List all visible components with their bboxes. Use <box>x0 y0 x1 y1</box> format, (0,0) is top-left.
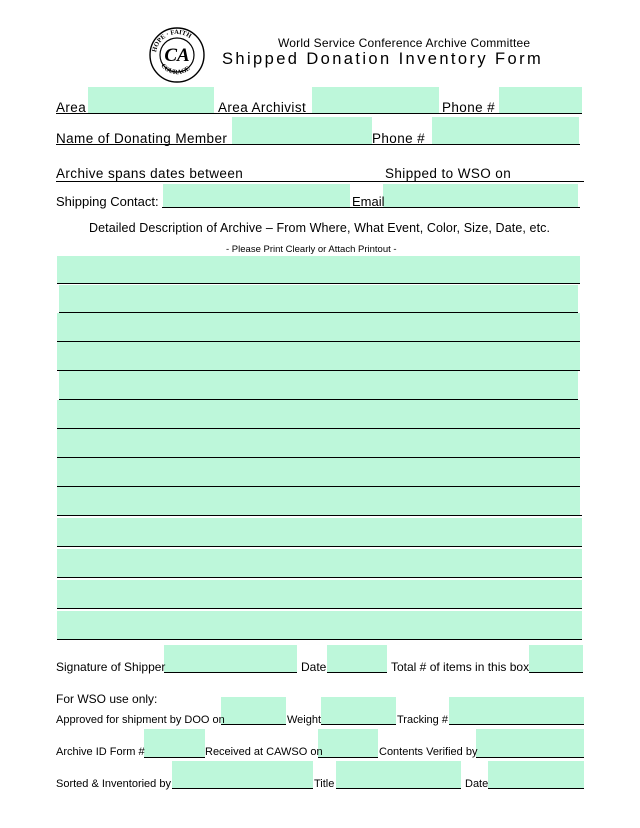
spans-dates-label: Archive spans dates between <box>56 166 244 181</box>
title-underline <box>336 788 461 789</box>
desc-underline <box>57 577 582 578</box>
email-label: Email <box>352 194 385 209</box>
shipper-underline <box>164 672 297 673</box>
email-input[interactable] <box>383 184 578 208</box>
desc-underline <box>57 546 582 547</box>
total-underline <box>529 672 583 673</box>
received-underline <box>318 757 378 758</box>
tracking-input[interactable] <box>449 697 584 725</box>
description-line[interactable] <box>57 313 580 341</box>
final-date-input[interactable] <box>488 761 584 789</box>
archive-id-underline <box>144 757 205 758</box>
final-date-label: Date <box>465 778 489 790</box>
ca-logo-icon <box>148 26 206 84</box>
desc-underline <box>59 399 578 400</box>
shipped-to-label: Shipped to WSO on <box>385 166 512 181</box>
archive-id-input[interactable] <box>144 729 205 758</box>
area-archivist-label: Area Archivist <box>218 100 307 115</box>
weight-input[interactable] <box>321 697 396 725</box>
description-line[interactable] <box>57 400 580 428</box>
area-input[interactable] <box>88 87 214 114</box>
total-items-input[interactable] <box>529 645 583 673</box>
description-line[interactable] <box>59 371 578 399</box>
description-line[interactable] <box>57 256 580 283</box>
description-line[interactable] <box>57 580 582 608</box>
page-title: Shipped Donation Inventory Form <box>222 50 544 68</box>
wso-heading: For WSO use only: <box>56 692 158 706</box>
svg-text:HOPE · FAITH: HOPE · FAITH <box>151 28 193 53</box>
weight-underline <box>321 724 396 725</box>
desc-underline <box>57 428 580 429</box>
description-line[interactable] <box>57 342 580 370</box>
desc-underline <box>57 608 582 609</box>
received-label: Received at CAWSO on <box>205 746 323 758</box>
desc-underline <box>59 312 578 313</box>
date-label: Date <box>301 660 327 674</box>
area-archivist-input[interactable] <box>312 87 439 114</box>
title-label: Title <box>314 778 335 790</box>
sorted-label: Sorted & Inventoried by <box>56 778 171 790</box>
tracking-underline <box>449 724 584 725</box>
print-note: - Please Print Clearly or Attach Printout - <box>226 244 397 255</box>
row3-underline[interactable] <box>56 181 584 182</box>
description-line[interactable] <box>57 611 582 639</box>
desc-underline <box>57 370 580 371</box>
description-heading: Detailed Description of Archive – From Where, What Event, Color, Size, Date, etc. <box>89 221 551 235</box>
description-line[interactable] <box>57 549 582 577</box>
desc-underline <box>57 283 580 284</box>
committee-name: World Service Conference Archive Committee <box>278 36 531 50</box>
title-input[interactable] <box>336 761 461 789</box>
approved-label: Approved for shipment by DOO on <box>56 714 225 726</box>
weight-label: Weight <box>287 714 322 726</box>
final-date-underline <box>488 788 584 789</box>
row1-underline <box>56 113 582 114</box>
phone-label-2: Phone # <box>372 131 426 146</box>
phone-input-2[interactable] <box>432 117 579 144</box>
tracking-label: Tracking # <box>397 714 448 726</box>
received-date-input[interactable] <box>318 729 378 758</box>
sorted-underline <box>172 788 313 789</box>
shipping-contact-label: Shipping Contact: <box>56 194 159 209</box>
description-line[interactable] <box>57 429 580 457</box>
contents-underline <box>476 757 584 758</box>
ship-date-input[interactable] <box>327 645 387 673</box>
contents-verified-label: Contents Verified by <box>379 746 478 758</box>
phone-label-1: Phone # <box>442 100 496 115</box>
date-underline <box>327 672 387 673</box>
description-line[interactable] <box>57 518 582 546</box>
shipping-contact-input[interactable] <box>163 184 350 208</box>
approved-underline <box>221 724 286 725</box>
contents-verified-input[interactable] <box>476 729 584 758</box>
desc-underline <box>57 341 580 342</box>
donating-member-input[interactable] <box>232 117 372 144</box>
area-label: Area <box>56 100 87 115</box>
description-line[interactable] <box>59 285 578 312</box>
svg-text:CA: CA <box>164 45 190 66</box>
approved-date-input[interactable] <box>221 697 286 725</box>
desc-underline <box>57 457 580 458</box>
desc-underline <box>57 486 580 487</box>
total-items-label: Total # of items in this box <box>391 660 530 674</box>
desc-underline <box>57 639 582 640</box>
donating-member-label: Name of Donating Member <box>56 131 228 146</box>
shipper-signature-input[interactable] <box>164 645 297 673</box>
description-line[interactable] <box>57 458 580 486</box>
sorted-by-input[interactable] <box>172 761 313 789</box>
archive-id-label: Archive ID Form # <box>56 746 145 758</box>
shipper-label: Signature of Shipper <box>56 660 166 674</box>
desc-underline <box>57 515 582 516</box>
description-line[interactable] <box>57 487 580 515</box>
phone-input-1[interactable] <box>499 87 582 114</box>
svg-text:COURAGE: COURAGE <box>159 62 192 77</box>
logo <box>148 26 206 84</box>
